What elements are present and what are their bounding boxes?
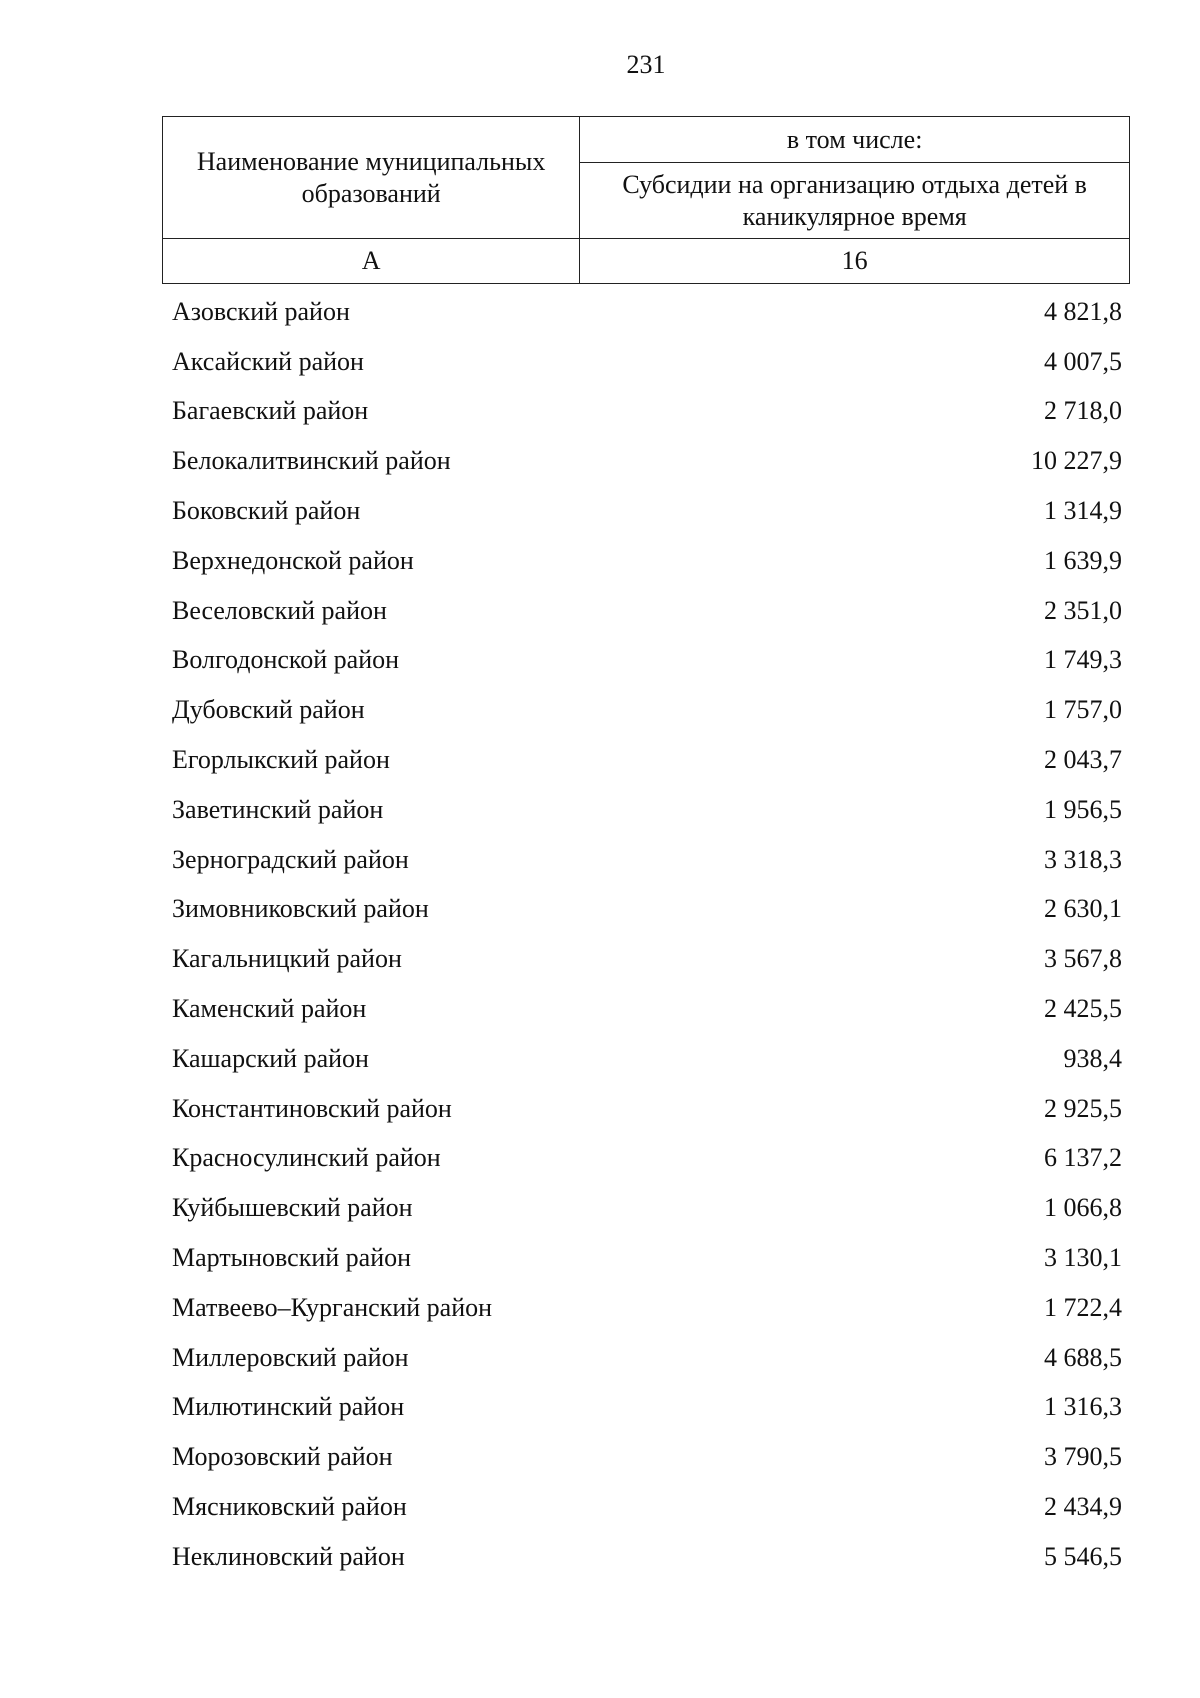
table-row (172, 785, 1122, 835)
table-row (172, 337, 1122, 387)
municipality-name: Каменский район (172, 994, 367, 1024)
table-row (172, 885, 1122, 935)
subsidy-value: 2 351,0 (1044, 595, 1122, 625)
header-subsidy-column-number: 16 (580, 239, 1130, 284)
table-row (172, 835, 1122, 885)
header-group-label: в том числе: (580, 117, 1130, 163)
table-row (172, 1482, 1122, 1532)
subsidy-value: 1 316,3 (1044, 1392, 1122, 1422)
subsidy-value: 6 137,2 (1044, 1143, 1122, 1173)
table-body (172, 287, 1122, 1582)
municipality-name: Миллеровский район (172, 1342, 409, 1372)
subsidy-value: 4 821,8 (1044, 296, 1122, 326)
subsidy-value: 3 567,8 (1044, 944, 1122, 974)
table-row (172, 984, 1122, 1034)
subsidy-value: 4 007,5 (1044, 346, 1122, 376)
table-row (172, 735, 1122, 785)
subsidy-value: 2 043,7 (1044, 745, 1122, 775)
table-row (172, 1432, 1122, 1482)
subsidy-value: 3 790,5 (1044, 1442, 1122, 1472)
municipality-name: Боковский район (172, 496, 361, 526)
table-row (172, 1134, 1122, 1184)
subsidy-value: 1 956,5 (1044, 794, 1122, 824)
header-name-column-number: А (163, 239, 580, 284)
subsidy-value: 2 630,1 (1044, 894, 1122, 924)
subsidy-value: 2 434,9 (1044, 1492, 1122, 1522)
municipality-name: Заветинский район (172, 794, 384, 824)
municipality-name: Веселовский район (172, 595, 387, 625)
header-name-column: Наименование муниципальных образований (163, 117, 580, 239)
municipality-name: Неклиновский район (172, 1541, 405, 1571)
table-row (172, 1183, 1122, 1233)
subsidy-value: 3 130,1 (1044, 1243, 1122, 1273)
table-row (172, 536, 1122, 586)
subsidy-value: 938,4 (1063, 1043, 1122, 1073)
subsidy-value: 4 688,5 (1044, 1342, 1122, 1372)
table-header (162, 116, 1130, 284)
subsidy-value: 2 925,5 (1044, 1093, 1122, 1123)
subsidy-value: 10 227,9 (1031, 446, 1122, 476)
municipality-name: Куйбышевский район (172, 1193, 413, 1223)
table-row (172, 436, 1122, 486)
table-row (172, 287, 1122, 337)
subsidy-value: 3 318,3 (1044, 844, 1122, 874)
municipality-name: Кашарский район (172, 1043, 369, 1073)
municipality-name: Красносулинский район (172, 1143, 441, 1173)
table-row (172, 387, 1122, 437)
municipality-name: Белокалитвинский район (172, 446, 451, 476)
subsidy-value: 1 757,0 (1044, 695, 1122, 725)
table-row (172, 486, 1122, 536)
subsidy-value: 5 546,5 (1044, 1541, 1122, 1571)
subsidy-value: 2 718,0 (1044, 396, 1122, 426)
municipality-name: Зимовниковский район (172, 894, 429, 924)
table-row (172, 1333, 1122, 1383)
subsidy-value: 1 314,9 (1044, 496, 1122, 526)
table-row (172, 1233, 1122, 1283)
municipality-name: Матвеево–Курганский район (172, 1292, 493, 1322)
table-row (172, 1084, 1122, 1134)
subsidy-value: 1 066,8 (1044, 1193, 1122, 1223)
table-row (172, 1532, 1122, 1582)
municipality-name: Милютинский район (172, 1392, 405, 1422)
page-number: 231 (626, 50, 666, 79)
table-row (172, 934, 1122, 984)
table-row (172, 685, 1122, 735)
municipality-name: Кагальницкий район (172, 944, 402, 974)
municipality-name: Аксайский район (172, 346, 364, 376)
subsidy-value: 1 749,3 (1044, 645, 1122, 675)
table-row (172, 636, 1122, 686)
table-row (172, 586, 1122, 636)
municipality-name: Константиновский район (172, 1093, 452, 1123)
municipality-name: Верхнедонской район (172, 545, 414, 575)
municipality-name: Дубовский район (172, 695, 365, 725)
municipality-name: Мясниковский район (172, 1492, 407, 1522)
municipality-name: Волгодонской район (172, 645, 400, 675)
municipality-name: Зерноградский район (172, 844, 409, 874)
table-row (172, 1034, 1122, 1084)
municipality-name: Багаевский район (172, 396, 369, 426)
header-subsidy-column: Субсидии на организацию отдыха детей в каникулярное время (580, 163, 1130, 239)
table-row (172, 1283, 1122, 1333)
municipality-name: Егорлыкский район (172, 745, 390, 775)
municipality-name: Азовский район (172, 296, 350, 326)
municipality-name: Морозовский район (172, 1442, 393, 1472)
table-row (172, 1383, 1122, 1433)
subsidy-value: 1 639,9 (1044, 545, 1122, 575)
subsidy-value: 1 722,4 (1044, 1292, 1122, 1322)
municipality-name: Мартыновский район (172, 1243, 412, 1273)
subsidy-value: 2 425,5 (1044, 994, 1122, 1024)
